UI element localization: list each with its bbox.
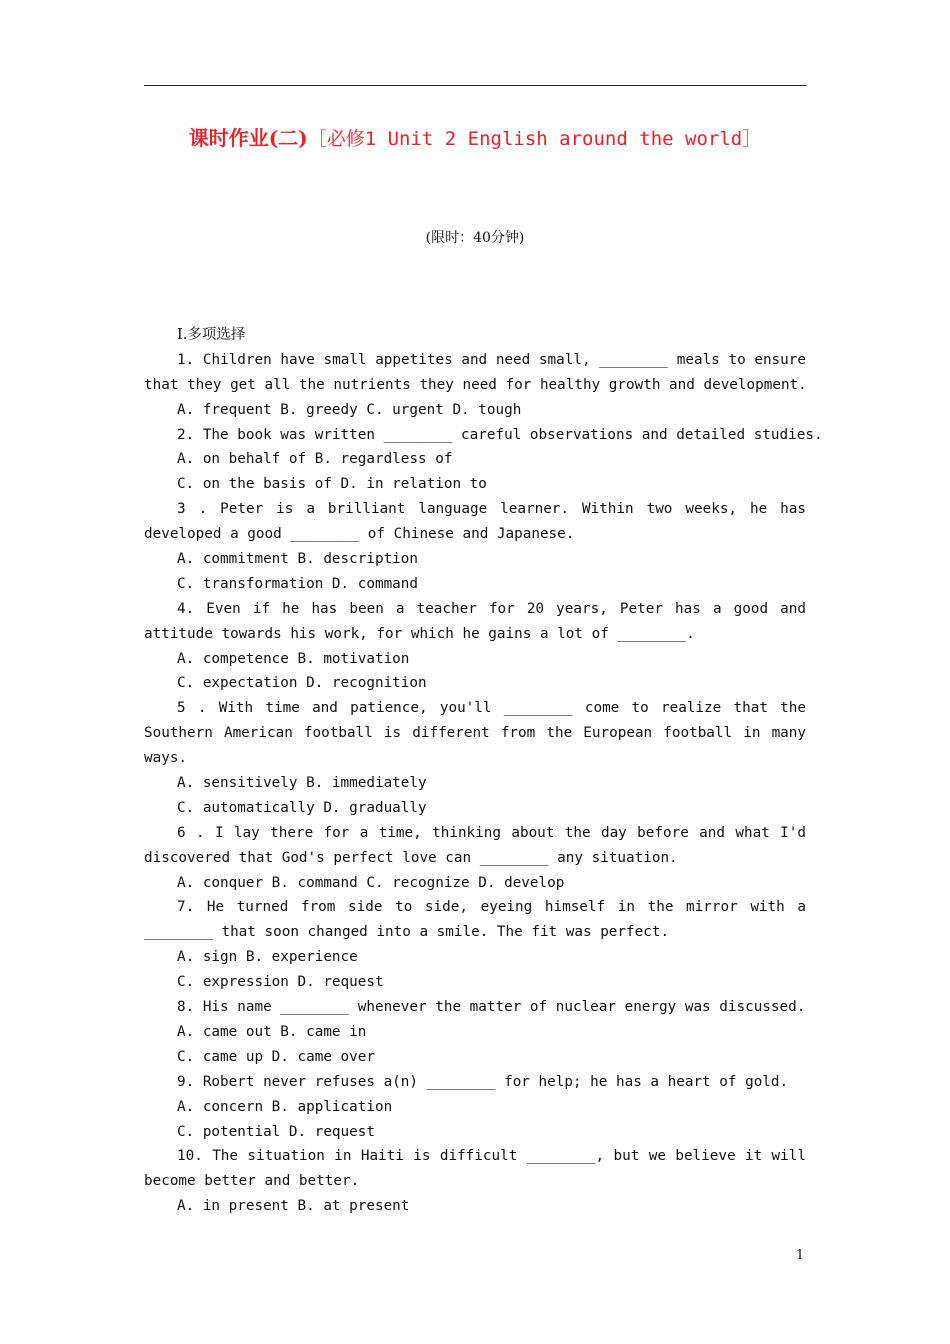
page-title (144, 122, 806, 151)
text-line: A. frequent B. greedy C. urgent D. tough (177, 401, 522, 418)
text-line: Southern American football is different from the European football in many (144, 725, 806, 742)
text-line: C. expectation D. recognition (177, 675, 427, 692)
text-line: ________ that soon changed into a smile. The fit was perfect. (144, 924, 670, 941)
text-line: A. concern B. application (177, 1098, 393, 1115)
text-line: A. in present B. at present (177, 1198, 410, 1215)
text-line: 4. Even if he has been a teacher for 20 years, Peter has a good and (177, 600, 806, 617)
text-line: discovered that God's perfect love can ________ any situation. (144, 849, 678, 866)
text-line: 6 . I lay there for a time, thinking about the day before and what I'd (177, 824, 806, 841)
text-line: 7. He turned from side to side, eyeing himself in the mirror with a (177, 899, 806, 916)
text-line: ways. (144, 750, 188, 767)
header-rule (144, 85, 806, 86)
text-line: A. sensitively B. immediately (177, 775, 427, 792)
title-cn: 课时作业(二) (188, 126, 308, 150)
exercise-body (144, 323, 823, 1219)
text-line: developed a good ________ of Chinese and Japanese. (144, 526, 575, 543)
text-line: C. expression D. request (177, 974, 384, 991)
page-number: 1 (795, 1248, 805, 1263)
text-line: 5 . With time and patience, you'll ________ come to realize that the (177, 700, 806, 717)
text-line: 9. Robert never refuses a(n) ________ for help; he has a heart of gold. (177, 1073, 789, 1090)
text-line: C. automatically D. gradually (177, 799, 427, 816)
text-line: attitude towards his work, for which he gains a lot of ________. (144, 625, 695, 642)
text-line: 8. His name ________ whenever the matter of nuclear energy was discussed. (177, 999, 806, 1016)
text-line: A. sign B. experience (177, 949, 358, 966)
text-line: A. competence B. motivation (177, 650, 410, 667)
text-line: that they get all the nutrients they need for healthy growth and development. (144, 376, 807, 393)
text-line: C. transformation D. command (177, 575, 419, 592)
text-line: C. on the basis of D. in relation to (177, 476, 487, 493)
text-line: 1. Children have small appetites and need small, ________ meals to ensure (177, 351, 806, 368)
text-line: C. potential D. request (177, 1123, 375, 1140)
time-limit: (限时：40分钟) (425, 230, 525, 246)
text-line: A. conquer B. command C. recognize D. develop (177, 874, 565, 891)
text-line: become better and better. (144, 1173, 360, 1190)
title-rest: ［必修1 Unit 2 English around the world］ (307, 128, 762, 150)
text-line: 10. The situation in Haiti is difficult ________, but we believe it will (177, 1148, 806, 1165)
text-line: C. came up D. came over (177, 1048, 375, 1065)
text-line: A. on behalf of B. regardless of (177, 451, 453, 468)
text-line: 2. The book was written ________ careful observations and detailed studies. (177, 426, 823, 443)
text-line: 3 . Peter is a brilliant language learner. Within two weeks, he has (177, 501, 806, 518)
text-line: A. came out B. came in (177, 1023, 367, 1040)
section-heading: Ⅰ.多项选择 (177, 327, 246, 343)
text-line: A. commitment B. description (177, 551, 419, 568)
